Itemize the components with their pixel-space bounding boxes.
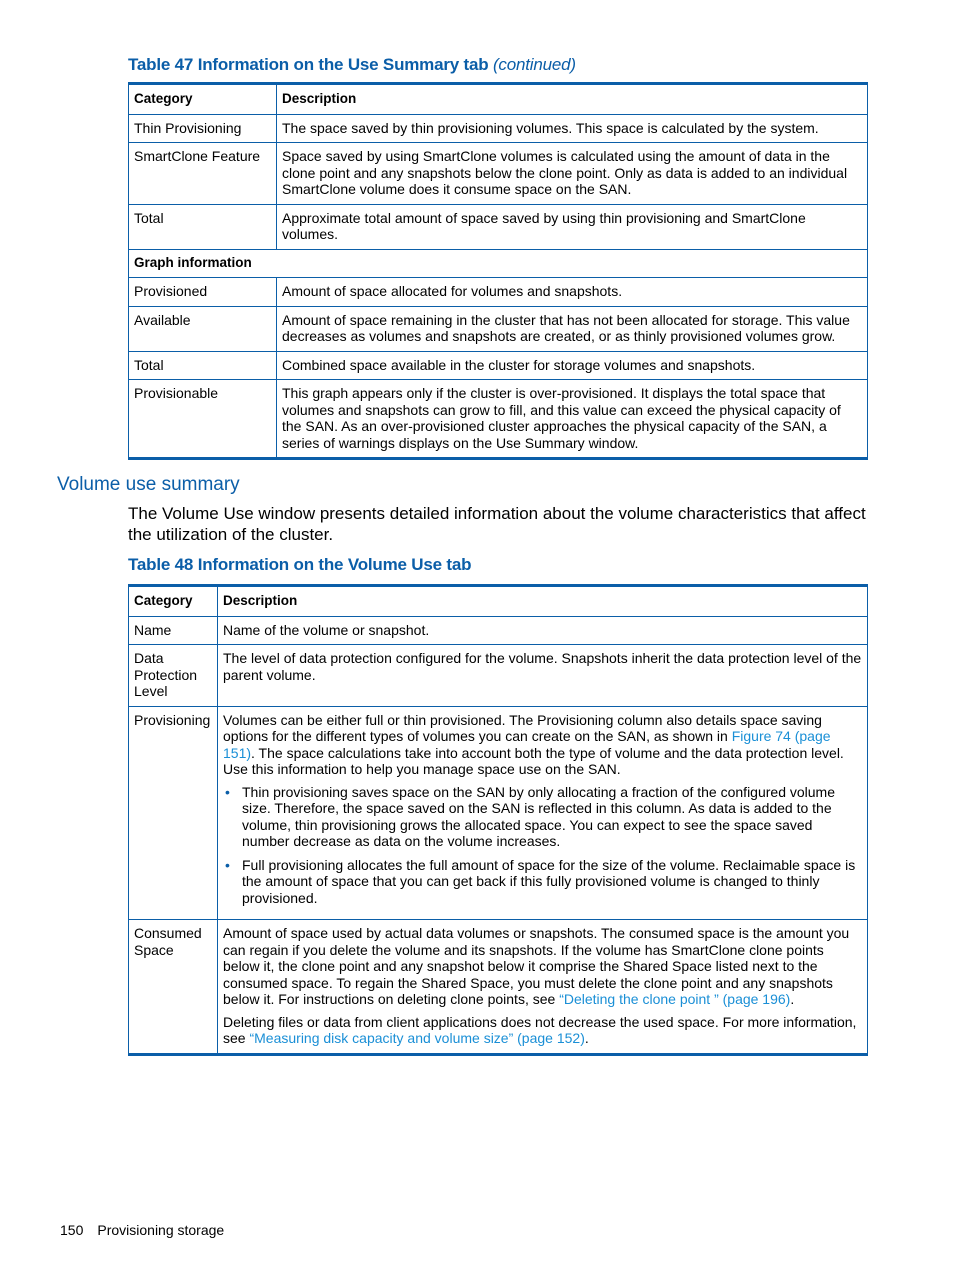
table-row bbox=[129, 204, 868, 249]
row-description: The level of data protection configured for the volume. Snapshots inherit the data protection level of the parent volume. bbox=[218, 645, 868, 707]
row-description: Name of the volume or snapshot. bbox=[218, 616, 868, 645]
graph-information-label: Graph information bbox=[129, 249, 868, 278]
section-intro: The Volume Use window presents detailed information about the volume characteristics that affect the utilization of the cluster. bbox=[128, 504, 866, 544]
header-description: Description bbox=[218, 586, 868, 617]
row-description: Combined space available in the cluster for storage volumes and snapshots. bbox=[277, 351, 868, 380]
table-row bbox=[129, 616, 868, 645]
table-47 bbox=[128, 82, 868, 460]
description-text: . bbox=[584, 1030, 589, 1046]
table-row bbox=[129, 143, 868, 205]
table-row bbox=[129, 114, 868, 143]
table-header-row bbox=[129, 84, 868, 115]
description-paragraph bbox=[223, 925, 862, 1008]
figure-74-link[interactable]: Figure 74 (page 151) bbox=[223, 728, 831, 761]
bullet-item-full: • Full provisioning allocates the full amount of space for the size of the volume. Reclaimable space is the amount of space that you can get back if this fully provisioned volume is changed to thinly provisioned. bbox=[242, 857, 862, 907]
row-description bbox=[218, 706, 868, 920]
row-description: Amount of space remaining in the cluster that has not been allocated for storage. This value decreases as volumes and snapshots are created, or as thinly provisioned volumes grow. bbox=[277, 306, 868, 351]
table-row bbox=[129, 706, 868, 920]
header-description: Description bbox=[277, 84, 868, 115]
footer-section: Provisioning storage bbox=[97, 1222, 225, 1238]
row-description bbox=[218, 920, 868, 1055]
section-heading: Volume use summary bbox=[57, 474, 240, 495]
description-text: Volumes can be either full or thin provisioned. The Provisioning column also details space saving options for the different types of volumes you can create on the SAN, as shown in bbox=[223, 711, 822, 744]
measuring-disk-capacity-link[interactable]: “Measuring disk capacity and volume size” (page 152) bbox=[249, 1030, 585, 1046]
group-row bbox=[129, 249, 868, 278]
header-category: Category bbox=[129, 84, 277, 115]
row-category: Provisionable bbox=[129, 380, 277, 459]
row-category: Available bbox=[129, 306, 277, 351]
description-text: Deleting files or data from client applications does not decrease the used space. For more information, see bbox=[223, 1013, 857, 1046]
table-48 bbox=[128, 584, 868, 1056]
table-row bbox=[129, 278, 868, 307]
row-description: The space saved by thin provisioning volumes. This space is calculated by the system. bbox=[277, 114, 868, 143]
header-category: Category bbox=[129, 586, 218, 617]
table-row bbox=[129, 920, 868, 1055]
row-category: Data Protection Level bbox=[129, 645, 218, 707]
row-description: Approximate total amount of space saved by using thin provisioning and SmartClone volumes. bbox=[277, 204, 868, 249]
row-description: This graph appears only if the cluster is over-provisioned. It displays the total space that volumes and snapshots can grow to fill, and this value can exceed the physical capacity of the SAN. As an over-provisioned cluster approaches the physical capacity of the SAN, a series of warnings displays on the Use Summary window. bbox=[277, 380, 868, 459]
page-number: 150 bbox=[60, 1222, 84, 1238]
row-category: Thin Provisioning bbox=[129, 114, 277, 143]
description-text: . The space calculations take into account both the type of volume and the data protection level. Use this information to help you manage space use on the SAN. bbox=[223, 744, 844, 777]
row-category: Total bbox=[129, 204, 277, 249]
table-47-caption: Table 47 Information on the Use Summary tab (continued) bbox=[128, 55, 576, 74]
continued-label: (continued) bbox=[492, 55, 576, 74]
row-category: Provisioning bbox=[129, 706, 218, 920]
table-header-row bbox=[129, 586, 868, 617]
table-row bbox=[129, 380, 868, 459]
row-category: Provisioned bbox=[129, 278, 277, 307]
table-row bbox=[129, 645, 868, 707]
description-text: . bbox=[790, 991, 795, 1007]
bullet-item-thin: • Thin provisioning saves space on the SAN by only allocating a fraction of the configured volume size. Therefore, the space saved on the SAN is reflected in this column. As data is added to the volume, thin provisioning grows the allocated space. You can expect to see the space saved number decrease as data on the volume increases. bbox=[242, 784, 862, 850]
row-description: Space saved by using SmartClone volumes is calculated using the amount of data in the clone point and any snapshots below the clone point. Only as data is added to an individual SmartClone volume does it consume space on the SAN. bbox=[277, 143, 868, 205]
description-paragraph bbox=[223, 1014, 862, 1047]
row-category: Name bbox=[129, 616, 218, 645]
bullet-list bbox=[223, 784, 862, 907]
deleting-clone-point-link[interactable]: “Deleting the clone point ” (page 196) bbox=[559, 991, 791, 1007]
row-description: Amount of space allocated for volumes and snapshots. bbox=[277, 278, 868, 307]
page-footer bbox=[60, 1222, 224, 1238]
row-category: SmartClone Feature bbox=[129, 143, 277, 205]
row-category: Total bbox=[129, 351, 277, 380]
row-category: Consumed Space bbox=[129, 920, 218, 1055]
table-row bbox=[129, 306, 868, 351]
table-row bbox=[129, 351, 868, 380]
description-text: Amount of space used by actual data volumes or snapshots. The consumed space is the amount you can regain if you delete the volume and its snapshots. If the volume has SmartClone clone points below it, the clone point and any snapshot below it comprise the Shared Space listed next to the consumed space. To regain the Shared Space, you must delete the clone point and any snapshots below it. For instructions on deleting clone points, see bbox=[223, 925, 850, 1007]
table-48-caption: Table 48 Information on the Volume Use tab bbox=[128, 555, 472, 574]
